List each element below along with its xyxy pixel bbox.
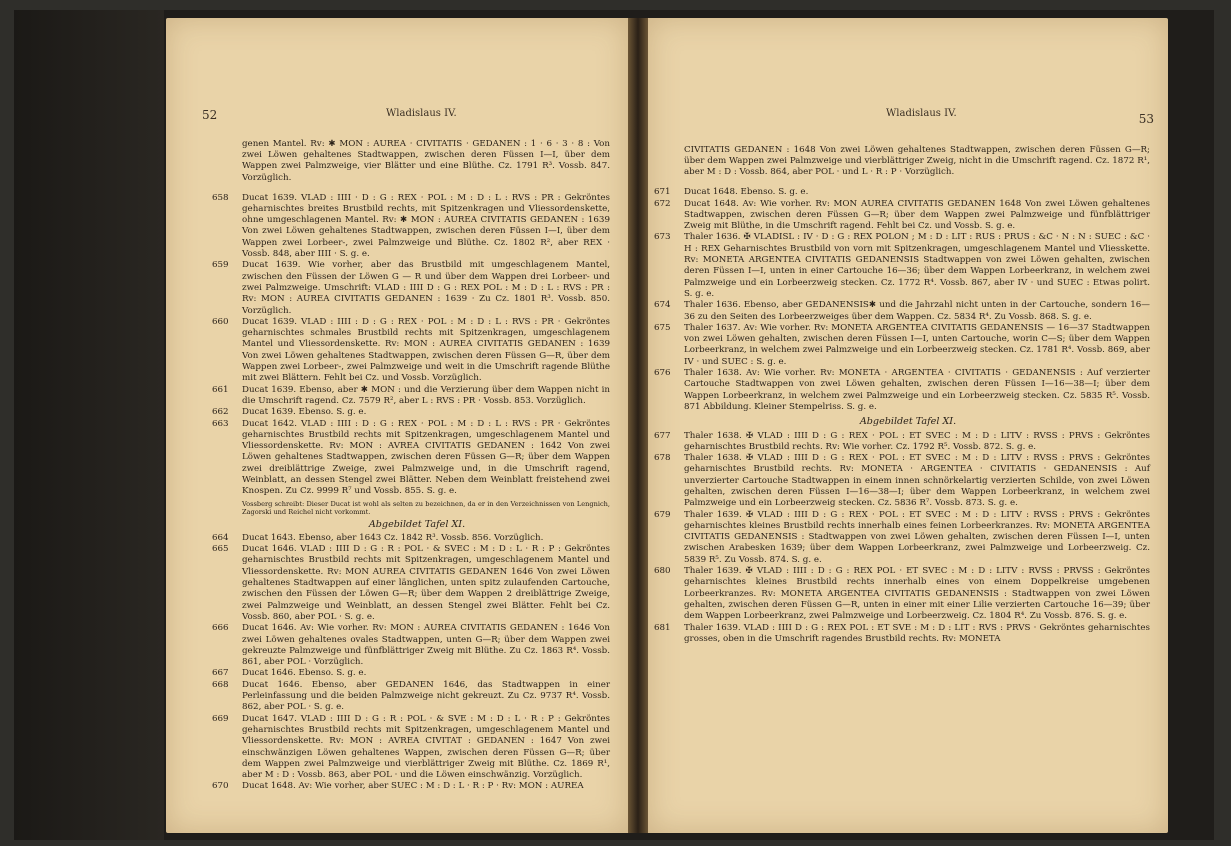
- entry-number: 680: [654, 566, 671, 577]
- page-body: [654, 136, 1150, 645]
- entry-text: Ducat 1648. Av: Wie vorher. Rv: MON AUREA CIVITATIS GEDANEN 1648 Von zwei Löwen gehaltenes Stadtwappen, zwischen deren Füssen G—R; über dem Wappen zwei Palmzweige und fünfblättriger Zweig mit Blüthe, in die Umschrift ragend. Fehlt bei Cz. und Vossb. S. g. e.: [684, 198, 1150, 232]
- entry-number: 666: [212, 623, 229, 634]
- entry-number: 676: [654, 368, 671, 379]
- entry-number: 667: [212, 668, 229, 679]
- page-number: 52: [202, 108, 218, 122]
- entry-text: Ducat 1642. VLAD : IIII : D : G : REX · POL : M : D : L : RVS : PR · Gekröntes geharnischtes Brustbild rechts mit Spitzenkragen, umgeschlagenem Mantel und Vliessordenskette. Rv: MON : AVREA CIVITATIS GEDANEN : 1642 Von zwei Löwen gehaltenes Stadtwappen, zwischen deren Füssen G—R; über dem Wappen zwei dreiblättrige Zweige, zwei Palmzweige und, in die Umschrift ragend, Weinblatt, an dessen Stengel zwei Blätter. Neben dem Weinblatt freistehend zwei Knospen. Zu Cz. 9999 R⁷ und Vossb. 855. S. g. e.: [242, 418, 610, 497]
- entry-number: 660: [212, 316, 229, 327]
- left-board: [14, 10, 164, 840]
- page-number: 53: [1138, 112, 1154, 126]
- catalog-entry: [212, 316, 610, 385]
- entry-text: Ducat 1643. Ebenso, aber 1643 Cz. 1842 R³. Vossb. 856. Vorzüglich.: [242, 532, 544, 543]
- continuation-text: genen Mantel. Rv: ✱ MON : AUREA · CIVITATIS · GEDANEN : 1 · 6 · 3 · 8 : Von zwei Löwen gehaltenes Stadtwappen, zwischen deren Füssen I—I, über dem Wappen zwei Palmzweige, vier Blätter und eine Blüthe. Cz. 1791 R³. Vossb. 847. Vorzüglich.: [242, 138, 610, 183]
- catalog-entry: [212, 192, 610, 261]
- catalog-entry: [654, 187, 1150, 198]
- entry-number: 673: [654, 232, 671, 243]
- footnote: Vossberg schreibt: Dieser Ducat ist wohl als selten zu bezeichnen, da er in den Verzeichnissen von Lengnich, Zagorski und Reichel nicht vorkommt.: [242, 499, 610, 516]
- catalog-entry: [654, 368, 1150, 413]
- entry-text: Ducat 1647. VLAD : IIII D : G : R : POL · & SVE : M : D : L · R : P : Gekröntes geharnischtes Brustbild rechts mit Spitzenkragen, umgeschlagenem Mantel und Vliessordenskette. Rv: MON : AVREA CIVITAT : GEDANEN : 1647 Von zwei einschwänzigen Löwen gehaltenes Wappen, zwischen deren Füssen G—R; über dem Wappen zwei Palmzweige und vierblättriger Zweig mit Blüthe. Cz. 1869 R¹, aber M : D : Vossb. 863, aber POL · und die Löwen einschwänzig. Vorzüglich.: [242, 713, 610, 781]
- catalog-entry: [654, 232, 1150, 300]
- entry-list: [654, 430, 1150, 646]
- entry-text: Ducat 1648. Av: Wie vorher, aber SUEC : M : D : L · R : P · Rv: MON : AUREA: [242, 781, 584, 792]
- left-page: [166, 18, 628, 833]
- entry-number: 669: [212, 713, 229, 724]
- entry-text: Thaler 1638. ✠ VLAD : IIII D : G : REX · POL : ET SVEC : M : D : LITV : RVSS : PRVS : Gekröntes geharnischtes Brustbild rechts. Rv: Wie vorher. Cz. 1792 R⁵. Vossb. 872. S. g. e.: [684, 430, 1150, 452]
- catalog-entry: [654, 509, 1150, 566]
- catalog-entry: [212, 623, 610, 668]
- continuation-text: CIVITATIS GEDANEN : 1648 Von zwei Löwen gehaltenes Stadtwappen, zwischen deren Füssen G—R; über dem Wappen zwei Palmzweige und vierblättriger Zweig, nicht in die Umschrift ragend. Cz. 1872 R¹, aber M : D : Vossb. 864, aber POL · und L · R : P · Vorzüglich.: [684, 144, 1150, 178]
- catalog-entry: [212, 544, 610, 623]
- book-gutter: [628, 18, 648, 833]
- entry-text: Thaler 1636. Ebenso, aber GEDANENSIS✱ und die Jahrzahl nicht unten in der Cartouche, sondern 16—36 zu den Seiten des Lorbeerzweiges über dem Wappen. Cz. 5834 R⁴. Zu Vossb. 868. S. g. e.: [684, 300, 1150, 322]
- entry-number: 662: [212, 407, 229, 418]
- entry-text: Ducat 1639. Wie vorher, aber das Brustbild mit umgeschlagenem Mantel, zwischen den Füssen der Löwen G — R und über dem Wappen drei Lorbeer- und zwei Palmzweige. Umschrift: VLAD : IIII D : G : REX POL : M : D : L : RVS : PR : Rv: MON : AUREA CIVITATIS GEDANEN : 1639 · Zu Cz. 1801 R³. Vossb. 850. Vorzüglich.: [242, 260, 610, 316]
- catalog-entry: [654, 566, 1150, 622]
- entry-list: [212, 532, 610, 793]
- catalog-entry: [654, 430, 1150, 454]
- entry-number: 663: [212, 418, 229, 429]
- entry-text: Thaler 1639. VLAD : IIII D : G : REX POL : ET SVE : M : D : LIT : RVS : PRVS · Gekröntes geharnischtes grosses, oben in die Umschrift ragendes Brustbild rechts. Rv: MONETA: [684, 622, 1150, 644]
- entry-number: 668: [212, 679, 229, 690]
- entry-number: 679: [654, 509, 671, 520]
- entry-number: 674: [654, 300, 671, 311]
- entry-number: 671: [654, 187, 671, 198]
- running-title: Wladislaus IV.: [886, 108, 957, 119]
- catalog-entry: [212, 407, 610, 418]
- running-title: Wladislaus IV.: [386, 108, 457, 119]
- entry-text: Thaler 1637. Av: Wie vorher. Rv: MONETA ARGENTEA CIVITATIS GEDANENSIS — 16—37 Stadtwappen von zwei Löwen gehalten, zwischen deren Füssen I—I, unten Cartouche, worin C—S; über dem Wappen Lorbeerkranz, in welchem zwei Palmzweige und ein Lorbeerzweig stecken. Cz. 1781 R⁴. Vossb. 869, aber IV · und SUEC : S. g. e.: [684, 322, 1150, 367]
- entry-text: Ducat 1639. Ebenso, aber ✱ MON : und die Verzierung über dem Wappen nicht in die Umschrift ragend. Cz. 7579 R², aber L : RVS : PR · Vossb. 853. Vorzüglich.: [242, 384, 610, 406]
- catalog-entry: [654, 322, 1150, 368]
- entry-number: 670: [212, 781, 229, 792]
- entry-text: Ducat 1648. Ebenso. S. g. e.: [684, 187, 809, 198]
- catalog-entry: [212, 781, 610, 792]
- entry-number: 658: [212, 192, 229, 203]
- entry-text: Thaler 1638. Av: Wie vorher. Rv: MONETA · ARGENTEA · CIVITATIS · GEDANENSIS : Auf verzierter Cartouche Stadtwappen von zwei Löwen gehalten, zwischen deren Füssen I—16—38—I; über dem Wappen Lorbeerkranz, in welchem zwei Palmzweige und ein Lorbeerzweig stecken. Cz. 5835 R⁵. Vossb. 871 Abbildung. Kleiner Stempelriss. S. g. e.: [684, 368, 1150, 412]
- entry-number: 665: [212, 544, 229, 555]
- entry-number: 675: [654, 322, 671, 333]
- entry-text: Ducat 1646. Av: Wie vorher. Rv: MON : AUREA CIVITATIS GEDANEN : 1646 Von zwei Löwen gehaltenes ovales Stadtwappen, unten G—R; über dem Wappen zwei gekreuzte Palmzweige und fünfblättriger Zweig mit Blüthe. Zu Cz. 1863 R⁴. Vossb. 861, aber POL · Vorzüglich.: [242, 623, 610, 668]
- entry-text: Thaler 1638. ✠ VLAD : IIII D : G : REX · POL : ET SVEC : M : D : LITV : RVSS : PRVS : Gekröntes geharnischtes Brustbild rechts. Rv: MONETA · ARGENTEA · CIVITATIS · GEDANENSIS : Auf unverzierter Cartouche Stadtwappen in einem innen schnörkelartig verzierten Schilde, von zwei Löwen gehalten, zwischen deren Füssen I—16—38—I; über dem Wappen Lorbeerkranz, in welchem zwei Palmzweige und ein Lorbeerzweig stecken. Cz. 5836 R⁷. Vossb. 873. S. g. e.: [684, 453, 1150, 509]
- entry-text: Thaler 1636. ✠ VLADISL : IV · D : G : REX POLON ; M : D : LIT : RUS : PRUS : &C · N : N : SUEC : &C · H : REX Geharnischtes Brustbild von vorn mit Spitzenkragen, umgeschlagenem Mantel und Vliesskette. Rv: MONETA ARGENTEA CIVITATIS GEDANENSIS Stadtwappen von zwei Löwen gehalten, zwischen deren Füssen I—I, unten in einer Cartouche 16—36; über dem Wappen Lorbeerkranz, in welchem zwei Palmzweige und ein Lorbeerzweig stecken. Cz. 1772 R⁴. Vossb. 867, aber IV · und SUEC : Etwas polirt. S. g. e.: [684, 232, 1150, 299]
- entry-text: Ducat 1639. VLAD : IIII : D : G : REX · POL : M : D : L : RVS : PR · Gekröntes geharnischtes schmales Brustbild rechts mit Spitzenkragen, umgeschlagenem Mantel und Vliessordenskette. Rv: MON : AUREA CIVITATIS GEDANEN : 1639 Von zwei Löwen gehaltenes Stadtwappen, zwischen deren Füssen G—R, über dem Wappen zwei Lorbeer-, zwei Palmzweige und weit in die Umschrift ragende Blüthe mit zwei Blättern. Fehlt bei Cz. und Vossb. Vorzüglich.: [242, 316, 610, 384]
- catalog-entry: [654, 622, 1150, 646]
- entry-number: 672: [654, 198, 671, 209]
- entry-list: [654, 187, 1150, 413]
- entry-text: Thaler 1639. ✠ VLAD : IIII : D : G : REX POL · ET SVEC : M : D : LITV : RVSS : PRVSS : Gekröntes geharnischtes kleines Brustbild rechts innerhalb eines von einem Doppelkreise umgebenen Lorbeerkranzes. Rv: MONETA ARGENTEA CIVITATIS GEDANENSIS : Stadtwappen von zwei Löwen gehalten, zwischen deren Füssen G—R, unten in einer mit einer Lilie verzierten Cartouche 16—39; über dem Wappen Lorbeerkranz, zwei Palmzweige und Lorbeerzweig. Cz. 1804 R⁴. Zu Vossb. 876. S. g. e.: [684, 566, 1150, 622]
- entry-number: 678: [654, 453, 671, 464]
- right-page: [648, 18, 1168, 833]
- entry-text: Ducat 1639. Ebenso. S. g. e.: [242, 407, 367, 418]
- entry-number: 659: [212, 260, 229, 271]
- entry-text: Thaler 1639. ✠ VLAD : IIII D : G : REX · POL : ET SVEC : M : D : LITV : RVSS : PRVS : Gekröntes geharnischtes kleines Brustbild rechts innerhalb eines feinen Lorbeerkranzes. Rv: MONETA ARGENTEA CIVITATIS GEDANENSIS : Stadtwappen von zwei Löwen gehalten, zwischen deren Füssen I—I, unten zwischen Arabesken 1639; über dem Wappen Lorbeerkranz, zwei Palmzweige und Lorbeerzweig. Cz. 5839 R⁵. Zu Vossb. 874. S. g. e.: [684, 509, 1150, 565]
- entry-text: Ducat 1639. VLAD : IIII · D : G : REX · POL : M : D : L : RVS : PR : Gekröntes geharnischtes breites Brustbild rechts, mit Spitzenkragen und Vliessordenskette, ohne umgeschlagenen Mantel. Rv: ✱ MON : AUREA CIVITATIS GEDANEN : 1639 Von zwei Löwen gehaltenes Stadtwappen, zwischen deren Füssen I—I, über dem Wappen zwei Lorbeer-, zwei Palmzweige und Blüthe. Cz. 1802 R², aber REX · Vossb. 848, aber IIII · S. g. e.: [242, 192, 610, 260]
- page-body: [212, 130, 610, 793]
- catalog-entry: [212, 668, 610, 679]
- plate-caption: Abgebildet Tafel XI.: [859, 416, 957, 428]
- entry-text: Ducat 1646. VLAD : IIII D : G : R : POL · & SVEC : M : D : L · R : P : Gekröntes geharnischtes Brustbild rechts mit Spitzenkragen, umgeschlagenem Mantel und Vliessordenskette. Rv: MON AUREA CIVITATIS GEDANEN 1646 Von zwei Löwen gehaltenes Stadtwappen auf einer länglichen, unten spitz zulaufenden Cartouche, zwischen den Füssen der Löwen G—R; über dem Wappen 2 dreiblättrige Zweige, zwei Palmzweige und Weinblatt, an dessen Stengel zwei Blätter. Fehlt bei Cz. Vossb. 860, aber POL · S. g. e.: [242, 544, 610, 622]
- entry-number: 681: [654, 622, 671, 633]
- entry-number: 677: [654, 430, 671, 441]
- catalog-entry: [212, 260, 610, 316]
- plate-caption: Abgebildet Tafel XI.: [368, 518, 466, 530]
- catalog-entry: [212, 532, 610, 544]
- catalog-entry: [212, 384, 610, 408]
- entry-list: [212, 192, 610, 498]
- catalog-entry: [654, 453, 1150, 509]
- catalog-entry: [654, 300, 1150, 323]
- book-spread: [14, 10, 1214, 840]
- entry-text: Ducat 1646. Ebenso, aber GEDANEN 1646, das Stadtwappen in einer Perleinfassung und die beiden Palmzweige nicht gekreuzt. Zu Cz. 9737 R⁴. Vossb. 862, aber POL · S. g. e.: [242, 679, 610, 713]
- entry-number: 661: [212, 384, 229, 395]
- catalog-entry: [212, 679, 610, 714]
- entry-number: 664: [212, 532, 229, 543]
- catalog-entry: [212, 418, 610, 498]
- entry-text: Ducat 1646. Ebenso. S. g. e.: [242, 668, 367, 679]
- catalog-entry: [212, 713, 610, 782]
- catalog-entry: [654, 198, 1150, 233]
